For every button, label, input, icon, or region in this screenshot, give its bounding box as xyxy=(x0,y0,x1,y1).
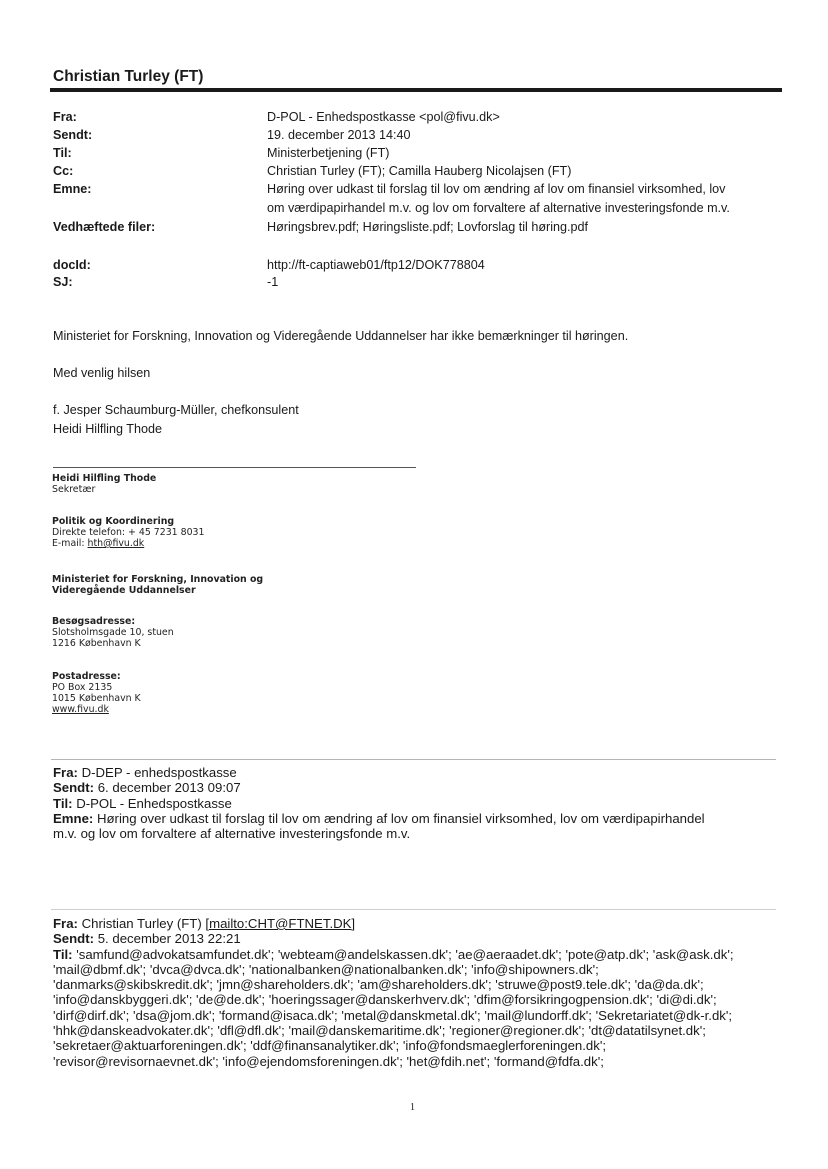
visit-address xyxy=(52,616,174,649)
cc-value: Christian Turley (FT); Camilla Hauberg Nicolajsen (FT) xyxy=(267,164,572,178)
signature-block xyxy=(52,473,156,495)
subject-line-1: Høring over udkast til forslag til lov om ændring af lov om finansiel virksomhed, lov xyxy=(267,182,726,196)
message-text: Ministeriet for Forskning, Innovation og Videregående Uddannelser har ikke bemærkninger til høringen. xyxy=(53,329,629,343)
fwd2-from: Fra: Christian Turley (FT) [mailto:CHT@FTNET.DK] xyxy=(53,916,356,931)
to-label: Til: xyxy=(53,146,72,160)
attachments-value: Høringsbrev.pdf; Høringsliste.pdf; Lovforslag til høring.pdf xyxy=(267,220,589,234)
email-link[interactable]: hth@fivu.dk xyxy=(87,538,145,549)
fwd2-to-line-8: 'revisor@revisornaevnet.dk'; 'info@ejendomsforeningen.dk'; 'het@fdih.net'; 'formand@fdfa.dk'; xyxy=(53,1053,604,1069)
fwd1-subject: Emne: Høring over udkast til forslag til lov om ændring af lov om finansiel virksomhed, lov om værdipapirhandel xyxy=(53,810,705,826)
fwd2-to-line-6: 'hhk@danskeadvokater.dk'; 'dfl@dfl.dk'; 'mail@danskemaritime.dk'; 'regioner@regioner.dk'; 'dt@datatilsynet.dk'; xyxy=(53,1023,706,1039)
sj-label: SJ: xyxy=(53,275,73,289)
greeting: Med venlig hilsen xyxy=(53,366,151,380)
to-value: Ministerbetjening (FT) xyxy=(267,146,390,160)
fwd2-to-line-2: 'mail@dbmf.dk'; 'dvca@dvca.dk'; 'nationalbanken@nationalbanken.dk'; 'info@shipowners.dk'; xyxy=(53,961,599,977)
fwd2-to-line-4: 'info@danskbyggeri.dk'; 'de@de.dk'; 'hoeringssager@danskerhverv.dk'; 'dfim@forsikringogpension.dk'; 'di@di.dk'; xyxy=(53,992,717,1008)
signoff-line-2: Heidi Hilfling Thode xyxy=(53,422,162,436)
signoff-line-1: f. Jesper Schaumburg-Müller, chefkonsulent xyxy=(53,403,299,417)
visit-address-label: Besøgsadresse: xyxy=(52,616,136,627)
org-line-2: Videregående Uddannelser xyxy=(52,585,196,596)
fwd1-to: Til: D-POL - Enhedspostkasse xyxy=(53,795,232,811)
signature-name: Heidi Hilfling Thode xyxy=(52,473,157,484)
department-name: Politik og Koordinering xyxy=(52,516,175,527)
fwd1-from: Fra: D-DEP - enhedspostkasse xyxy=(53,765,237,780)
sent-label: Sendt: xyxy=(53,128,93,142)
subject-label: Emne: xyxy=(53,182,92,196)
email-line: E-mail: hth@fivu.dk xyxy=(52,538,145,549)
attachments-label: Vedhæftede filer: xyxy=(53,220,156,234)
email-header xyxy=(53,109,793,289)
cc-label: Cc: xyxy=(53,164,74,178)
docid-label: docId: xyxy=(53,258,91,272)
page-number: 1 xyxy=(410,1102,415,1113)
visit-address-line-2: 1216 København K xyxy=(52,638,141,649)
sj-value: -1 xyxy=(267,275,279,289)
phone-number: Direkte telefon: + 45 7231 8031 xyxy=(52,527,205,538)
sender-name-title: Christian Turley (FT) xyxy=(53,68,204,85)
visit-address-line-1: Slotsholmsgade 10, stuen xyxy=(52,627,174,638)
fwd2-to-line-3: 'danmarks@skibskredit.dk'; 'jmn@shareholders.dk'; 'am@shareholders.dk'; 'struwe@post9.tele.dk'; 'da@da.dk'; xyxy=(53,977,704,993)
title-divider xyxy=(50,88,782,92)
fwd1-subject-line-2: m.v. og lov om forvaltere af alternative investeringsfonde m.v. xyxy=(53,826,411,842)
postal-address-line-1: PO Box 2135 xyxy=(52,682,113,693)
sent-value: 19. december 2013 14:40 xyxy=(267,128,411,142)
signature-department xyxy=(52,516,204,549)
signature-organization xyxy=(52,574,263,596)
signature-role: Sekretær xyxy=(52,484,96,495)
docid-value: http://ft-captiaweb01/ftp12/DOK778804 xyxy=(267,258,485,272)
fwd2-to-line-1: Til: 'samfund@advokatsamfundet.dk'; 'webteam@andelskassen.dk'; 'ae@aeraadet.dk'; 'pote@atp.dk'; 'ask@ask.dk'; xyxy=(53,946,734,962)
fwd2-to-line-5: 'dirf@dirf.dk'; 'dsa@jom.dk'; 'formand@isaca.dk'; 'metal@danskmetal.dk'; 'mail@lundorff.dk'; 'Sekretariatet@dk-r.dk'; xyxy=(53,1007,733,1023)
forward-divider-1 xyxy=(51,759,776,760)
fwd2-to-line-7: 'sekretaer@aktuarforeningen.dk'; 'ddf@finansanalytiker.dk'; 'info@fondsmaeglerforeningen.dk'; xyxy=(53,1038,607,1054)
signature-divider xyxy=(53,467,416,468)
from-value: D-POL - Enhedspostkasse <pol@fivu.dk> xyxy=(267,110,500,124)
org-line-1: Ministeriet for Forskning, Innovation og xyxy=(52,574,264,585)
website-link[interactable]: www.fivu.dk xyxy=(52,704,109,715)
subject-line-2: om værdipapirhandel m.v. og lov om forvaltere af alternative investeringsfonde m.v. xyxy=(267,201,730,215)
fwd1-sent: Sendt: 6. december 2013 09:07 xyxy=(53,780,241,796)
postal-address xyxy=(52,671,141,715)
forward-divider-2 xyxy=(51,909,776,910)
mailto-link[interactable]: [mailto:CHT@FTNET.DK] xyxy=(205,916,356,931)
forwarded-message-1 xyxy=(53,765,793,841)
postal-address-line-2: 1015 København K xyxy=(52,693,141,704)
forwarded-message-2 xyxy=(53,916,793,1069)
postal-address-label: Postadresse: xyxy=(52,671,121,682)
fwd2-sent: Sendt: 5. december 2013 22:21 xyxy=(53,931,241,947)
from-label: Fra: xyxy=(53,110,77,124)
